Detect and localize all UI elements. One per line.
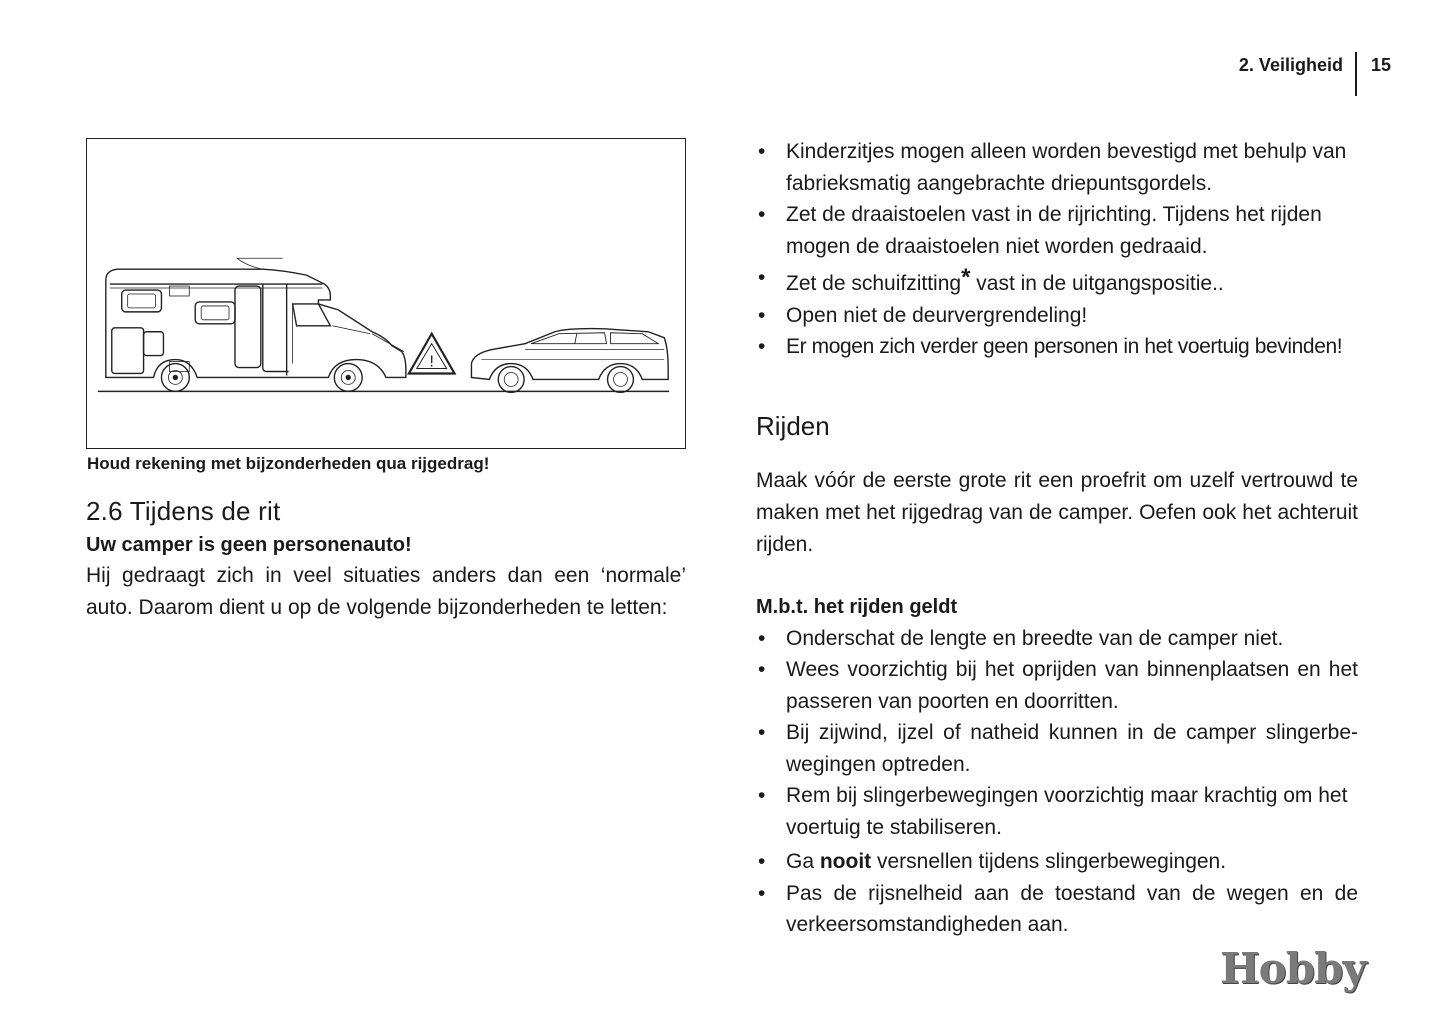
camper-drawing — [106, 258, 406, 391]
safety-bullet-list — [756, 136, 1358, 363]
list-item: • Er mogen zich verder geen personen in het voertuig bevinden! — [756, 331, 1358, 363]
list-item: • Wees voorzichtig bij het oprijden van binnenplaatsen en het passeren van poorten en doorritten. — [756, 654, 1358, 717]
illustration-frame — [86, 138, 686, 449]
camper-and-car-illustration — [87, 139, 685, 448]
page-header — [1239, 52, 1391, 96]
list-item: • Onderschat de lengte en breedte van de camper niet. — [756, 623, 1358, 655]
list-item: • Pas de rijsnelheid aan de toestand van de wegen en de verkeersomstandigheden aan. — [756, 878, 1358, 941]
section-heading: 2.6 Tijdens de rit — [86, 496, 281, 526]
car-drawing — [471, 329, 668, 393]
driving-heading: Rijden — [756, 410, 830, 441]
intro-paragraph: Hij gedraagt zich in veel situaties anders dan een ‘normale’ auto. Daarom dient u op de volgende bijzonderheden te letten: — [86, 564, 686, 619]
list-item-text: Ga — [786, 850, 820, 873]
list-item: • Open niet de deurvergrendeling! — [756, 300, 1358, 332]
svg-text:!: ! — [429, 353, 434, 371]
warning-triangle-icon — [409, 334, 455, 374]
emphasis-text: nooit — [819, 850, 872, 873]
figure-caption: Houd rekening met bijzonderheden qua rijgedrag! — [87, 454, 490, 473]
list-item-text: vast in de uitgangspositie.. — [970, 272, 1224, 295]
list-item: • Bij zijwind, ijzel of natheid kunnen in de camper slingerbe-wegingen optreden. — [756, 717, 1358, 780]
list-item — [756, 262, 1358, 300]
page-number: 15 — [1370, 55, 1391, 75]
list-item: • Kinderzitjes mogen alleen worden bevestigd met behulp van fabrieksmatig aangebrachte driepuntsgordels. — [756, 136, 1358, 199]
driving-bullet-list — [756, 623, 1358, 941]
right-column — [756, 136, 1358, 941]
list-item — [756, 846, 1358, 878]
section-title: 2. Veiligheid — [1238, 55, 1343, 75]
driving-paragraph: Maak vóór de eerste grote rit een proefrit om uzelf vertrouwd te maken met het rijgedrag van de camper. Oefen ook het achteruit rijden. — [756, 468, 1358, 556]
list-item-text: Zet de schuifzitting — [786, 272, 962, 295]
section-subheading: Uw camper is geen personenauto! — [86, 534, 412, 556]
list-item: • Rem bij slingerbewegingen voorzichtig maar krachtig om het voertuig te stabiliseren. — [756, 780, 1358, 843]
list-item: • Zet de draaistoelen vast in de rijrichting. Tijdens het rijden mogen de draaistoelen niet worden gedraaid. — [756, 199, 1358, 262]
left-column — [86, 492, 686, 624]
list-item-text: versnellen tijdens slingerbewegingen. — [871, 850, 1227, 873]
footnote-star: * — [961, 264, 971, 291]
hobby-logo: Hobby — [1220, 944, 1366, 993]
driving-subheading: M.b.t. het rijden geldt — [756, 595, 958, 618]
